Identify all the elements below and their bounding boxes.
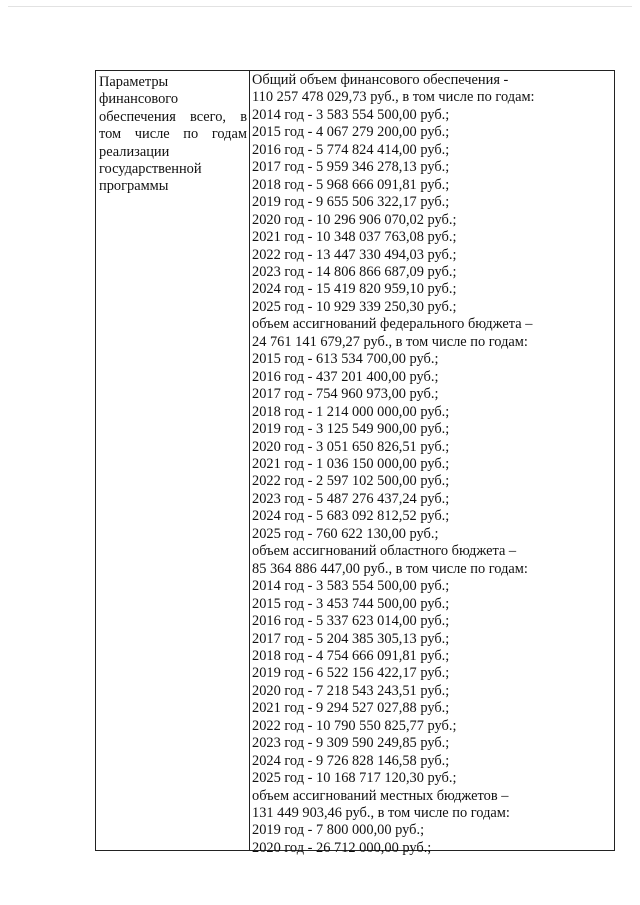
value-line: 2020 год - 7 218 543 243,51 руб.;: [252, 682, 450, 699]
value-line: 2017 год - 754 960 973,00 руб.;: [252, 386, 439, 403]
label-line: [99, 91, 247, 108]
value-line: 2021 год - 9 294 527 027,88 руб.;: [252, 700, 450, 717]
value-line: 2025 год - 10 929 339 250,30 руб.;: [252, 298, 457, 315]
label-word: финансового: [99, 91, 179, 108]
value-line: 2024 год - 9 726 828 146,58 руб.;: [252, 752, 450, 769]
parameter-label-cell: [99, 74, 247, 196]
value-line: 2022 год - 2 597 102 500,00 руб.;: [252, 473, 450, 490]
value-line: 2025 год - 760 622 130,00 руб.;: [252, 525, 439, 542]
value-line: 2024 год - 15 419 820 959,10 руб.;: [252, 281, 457, 298]
value-line: 2022 год - 10 790 550 825,77 руб.;: [252, 717, 457, 734]
label-line: [99, 178, 247, 195]
value-line: 131 449 903,46 руб., в том числе по годам:: [252, 805, 510, 822]
value-line: 2020 год - 10 296 906 070,02 руб.;: [252, 211, 457, 228]
value-line: 2016 год - 437 201 400,00 руб.;: [252, 368, 439, 385]
label-word: государственной: [99, 161, 202, 178]
parameter-value-cell: [252, 72, 614, 857]
value-line: 2025 год - 10 168 717 120,30 руб.;: [252, 770, 457, 787]
value-line: 110 257 478 029,73 руб., в том числе по годам:: [252, 89, 535, 106]
value-line: объем ассигнований местных бюджетов –: [252, 787, 509, 804]
label-word: всего,: [190, 108, 227, 125]
value-line: 2021 год - 1 036 150 000,00 руб.;: [252, 455, 450, 472]
value-line: 2019 год - 6 522 156 422,17 руб.;: [252, 665, 450, 682]
value-line: 2021 год - 10 348 037 763,08 руб.;: [252, 229, 457, 246]
value-line: 2020 год - 3 051 650 826,51 руб.;: [252, 438, 450, 455]
value-line: 2019 год - 3 125 549 900,00 руб.;: [252, 421, 450, 438]
value-line: 2023 год - 9 309 590 249,85 руб.;: [252, 735, 450, 752]
value-line: 24 761 141 679,27 руб., в том числе по годам:: [252, 333, 528, 350]
value-line: 2018 год - 1 214 000 000,00 руб.;: [252, 403, 450, 420]
value-line: 2022 год - 13 447 330 494,03 руб.;: [252, 246, 457, 263]
value-line: 2016 год - 5 774 824 414,00 руб.;: [252, 141, 450, 158]
value-line: 2015 год - 3 453 744 500,00 руб.;: [252, 595, 450, 612]
value-line: 2023 год - 14 806 866 687,09 руб.;: [252, 263, 457, 280]
value-line: 2019 год - 7 800 000,00 руб.;: [252, 822, 425, 839]
value-line: 2018 год - 5 968 666 091,81 руб.;: [252, 176, 450, 193]
label-word: по: [183, 126, 199, 143]
value-line: объем ассигнований федерального бюджета –: [252, 316, 533, 333]
label-word: том: [99, 126, 122, 143]
value-line: Общий объем финансового обеспечения -: [252, 72, 509, 88]
label-word: реализации: [99, 143, 170, 160]
value-line: 2015 год - 613 534 700,00 руб.;: [252, 351, 439, 368]
label-word: Параметры: [99, 74, 169, 90]
label-line: [99, 161, 247, 178]
value-line: 2017 год - 5 204 385 305,13 руб.;: [252, 630, 450, 647]
value-line: 2023 год - 5 487 276 437,24 руб.;: [252, 490, 450, 507]
value-line: 2018 год - 4 754 666 091,81 руб.;: [252, 647, 450, 664]
value-line: 2016 год - 5 337 623 014,00 руб.;: [252, 613, 450, 630]
financing-parameters-table: [95, 70, 615, 856]
value-line: 2017 год - 5 959 346 278,13 руб.;: [252, 159, 450, 176]
label-line: [99, 126, 247, 143]
label-word: числе: [134, 126, 170, 143]
label-word: программы: [99, 178, 169, 195]
label-line: [99, 109, 247, 126]
label-line: [99, 74, 247, 91]
value-line: 2024 год - 5 683 092 812,52 руб.;: [252, 508, 450, 525]
label-word: обеспечения: [99, 108, 176, 125]
value-line: 85 364 886 447,00 руб., в том числе по годам:: [252, 560, 528, 577]
label-line: [99, 144, 247, 161]
label-word: в: [240, 108, 247, 125]
value-line: 2020 год - 26 712 000,00 руб.;: [252, 839, 432, 856]
value-line: 2014 год - 3 583 554 500,00 руб.;: [252, 578, 450, 595]
page-top-edge: [8, 6, 632, 7]
value-line: 2014 год - 3 583 554 500,00 руб.;: [252, 106, 450, 123]
value-line: объем ассигнований областного бюджета –: [252, 543, 517, 560]
label-word: годам: [211, 126, 247, 143]
value-line: 2019 год - 9 655 506 322,17 руб.;: [252, 194, 450, 211]
column-divider: [249, 71, 250, 850]
value-line: 2015 год - 4 067 279 200,00 руб.;: [252, 124, 450, 141]
